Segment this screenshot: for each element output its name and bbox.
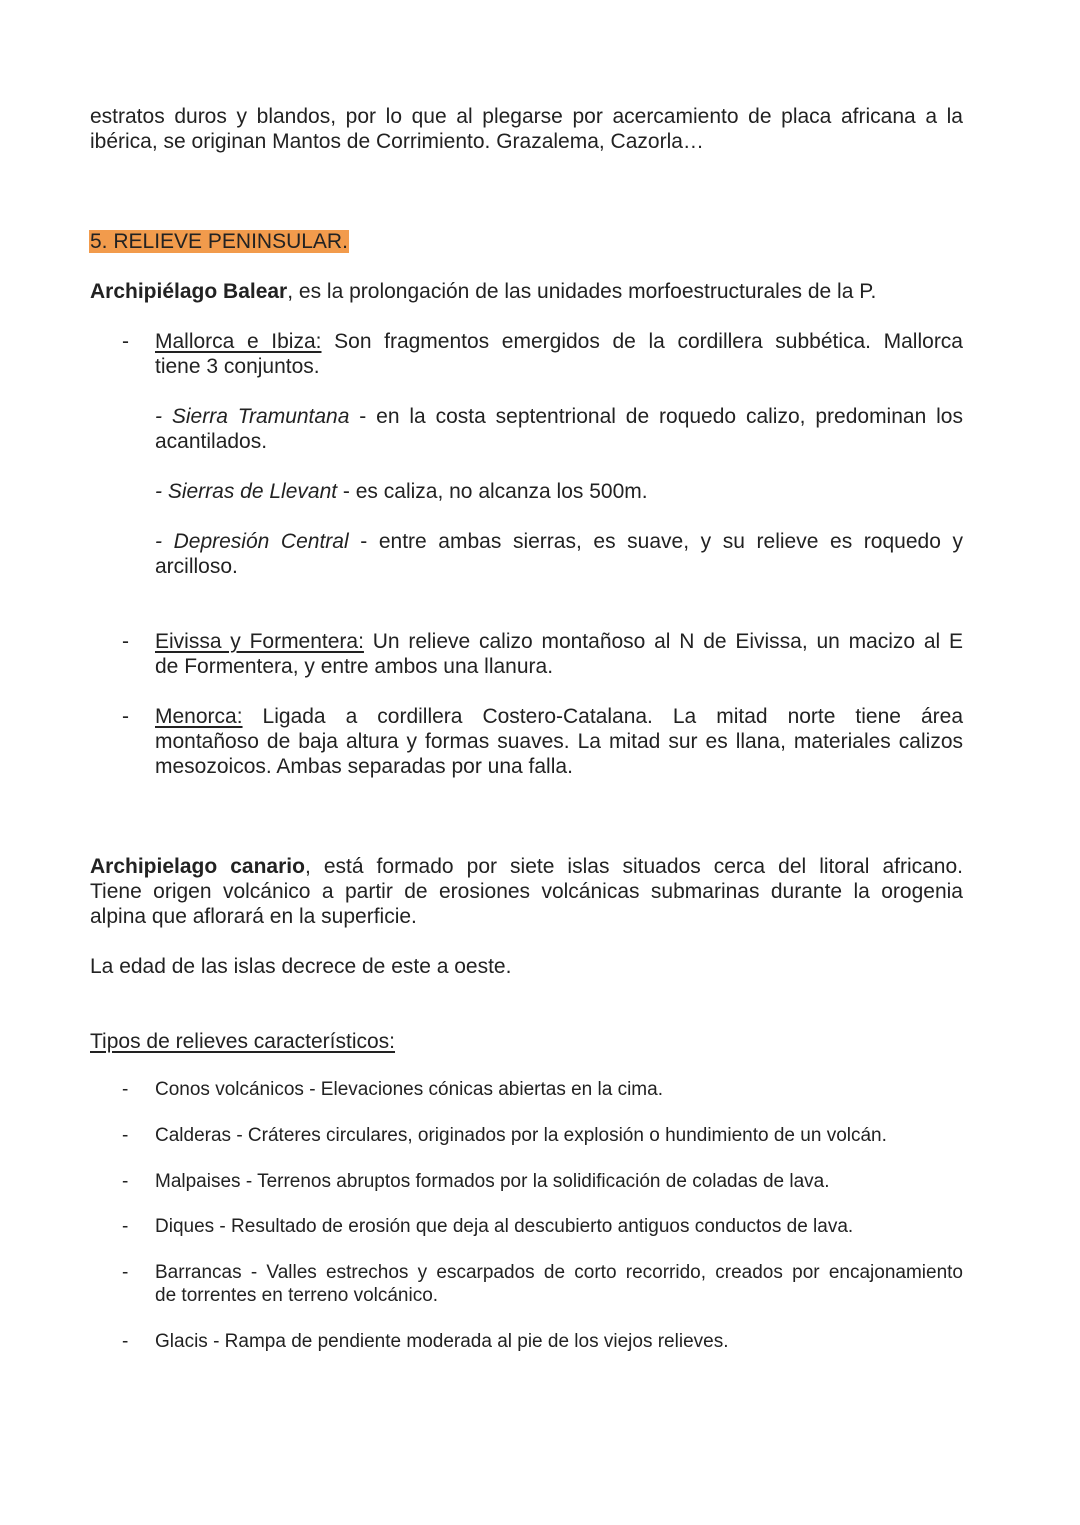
- mallorca-label: Mallorca e Ibiza:: [155, 330, 322, 353]
- bullet-dash: -: [122, 1216, 129, 1237]
- bullet-dash: -: [122, 330, 129, 353]
- bullet-dash: -: [122, 1331, 129, 1352]
- canario-title: Archipielago canario: [90, 855, 305, 878]
- tramuntana-name: - Sierra Tramuntana: [155, 405, 350, 428]
- canario-line-3: alpina que aflorará en la superficie.: [90, 905, 417, 928]
- menorca-line-2: montañoso de baja altura y formas suaves. La mitad sur es llana, materiales calizos: [155, 730, 963, 753]
- llevant-rest: - es caliza, no alcanza los 500m.: [337, 480, 648, 503]
- balear-intro: [90, 279, 963, 304]
- eivissa-line-2: de Formentera, y entre ambos una llanura.: [155, 655, 554, 678]
- menorca-line-3: mesozoicos. Ambas separadas por una falla.: [155, 755, 573, 778]
- canario-age: La edad de las islas decrece de este a oeste.: [90, 955, 512, 978]
- relieve-item: Diques - Resultado de erosión que deja al descubierto antiguos conductos de lava.: [155, 1216, 854, 1237]
- glacis-item: Glacis - Rampa de pendiente moderada al pie de los viejos relieves.: [155, 1331, 729, 1352]
- balear-intro-rest: , es la prolongación de las unidades morfoestructurales de la P.: [287, 280, 877, 303]
- mallorca-line-1-rest: Son fragmentos emergidos de la cordillera subbética. Mallorca: [321, 330, 963, 353]
- canario-line-1: [90, 854, 963, 879]
- eivissa-label: Eivissa y Formentera:: [155, 630, 364, 653]
- depresion-line-1-rest: - entre ambas sierras, es suave, y su relieve es roquedo y: [348, 530, 963, 553]
- balear-title: Archipiélago Balear: [90, 280, 288, 303]
- relieve-item: Malpaises - Terrenos abruptos formados por la solidificación de coladas de lava.: [155, 1171, 830, 1192]
- depresion-name: - Depresión Central: [155, 530, 349, 553]
- menorca-line-1: [155, 704, 963, 729]
- tramuntana-line-1-rest: - en la costa septentrional de roquedo calizo, predominan los: [349, 405, 963, 428]
- barrancas-line-2: de torrentes en terreno volcánico.: [155, 1285, 439, 1306]
- bullet-dash: -: [122, 1171, 129, 1192]
- eivissa-line-1-rest: Un relieve calizo montañoso al N de Eivissa, un macizo al E: [363, 630, 964, 653]
- canario-line-1-rest: , está formado por siete islas situados cerca del litoral africano.: [304, 855, 963, 878]
- menorca-label: Menorca:: [155, 705, 243, 728]
- relieve-item: Calderas - Cráteres circulares, originados por la explosión o hundimiento de un volcán.: [155, 1125, 887, 1146]
- menorca-line-1-rest: Ligada a cordillera Costero-Catalana. La mitad norte tiene área: [242, 705, 963, 728]
- intro-line-1: estratos duros y blandos, por lo que al plegarse por acercamiento de placa africana a la: [90, 105, 963, 128]
- tramuntana-line-2: acantilados.: [155, 430, 268, 453]
- llevant-line: [155, 479, 963, 504]
- tramuntana-line-1: [155, 404, 963, 429]
- section-heading: [89, 229, 349, 254]
- relieve-item: Conos volcánicos - Elevaciones cónicas abiertas en la cima.: [155, 1079, 663, 1100]
- canario-line-2: Tiene origen volcánico a partir de erosiones volcánicas submarinas durante la orogenia: [90, 880, 963, 903]
- barrancas-line-1: Barrancas - Valles estrechos y escarpados de corto recorrido, creados por encajonamiento: [155, 1262, 963, 1283]
- intro-line-2: ibérica, se originan Mantos de Corrimiento. Grazalema, Cazorla…: [90, 130, 704, 153]
- llevant-name: - Sierras de Llevant: [155, 480, 338, 503]
- section-heading-text: 5. RELIEVE PENINSULAR.: [90, 230, 348, 253]
- bullet-dash: -: [122, 1262, 129, 1283]
- bullet-dash: -: [122, 1079, 129, 1100]
- relieves-heading: [90, 1029, 395, 1054]
- bullet-dash: -: [122, 630, 129, 653]
- bullet-dash: -: [122, 1125, 129, 1146]
- eivissa-line-1: [155, 629, 963, 654]
- depresion-line-1: [155, 529, 963, 554]
- bullet-dash: -: [122, 705, 129, 728]
- mallorca-line-2: tiene 3 conjuntos.: [155, 355, 320, 378]
- mallorca-line-1: [155, 329, 963, 354]
- relieves-heading-text: Tipos de relieves característicos:: [90, 1030, 396, 1053]
- depresion-line-2: arcilloso.: [155, 555, 238, 578]
